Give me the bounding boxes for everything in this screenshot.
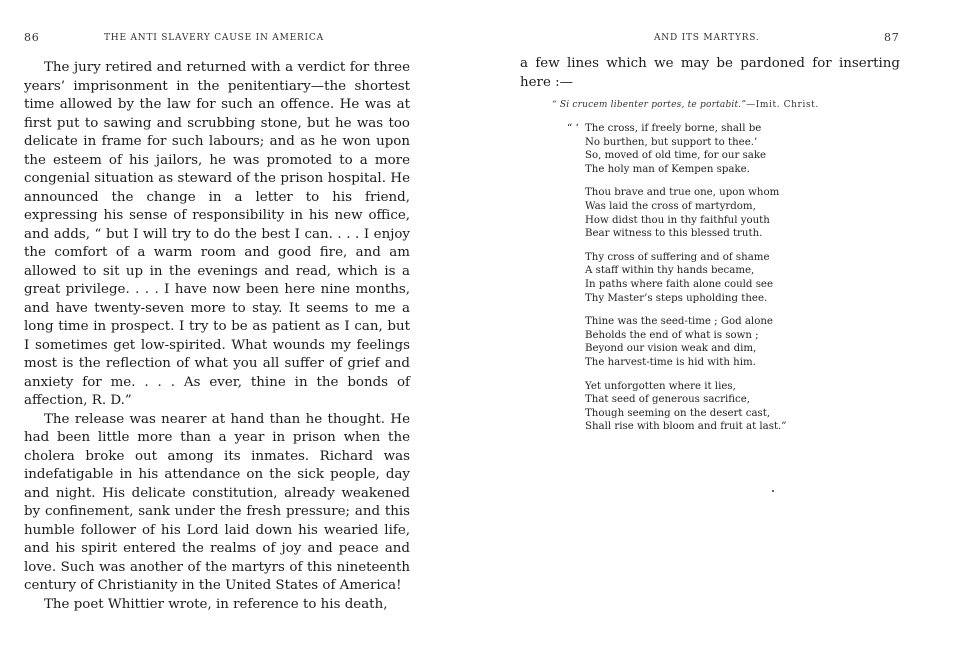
poem-line: No burthen, but support to thee.’ [585, 136, 758, 148]
poem-line: “ ‘ The cross, if freely borne, shall be [567, 123, 762, 134]
poem-line: Bear witness to this blessed truth. [585, 228, 763, 240]
poem-stanza-5 [585, 380, 900, 434]
poem-line: Yet unforgotten where it lies, [585, 380, 736, 392]
running-head-left: THE ANTI SLAVERY CAUSE IN AMERICA [104, 33, 324, 43]
poem-line: Beyond our vision weak and dim, [585, 343, 757, 355]
poem-line: Thy Master’s steps upholding thee. [585, 292, 768, 304]
poem-line: Though seeming on the desert cast, [585, 407, 771, 419]
poem-line: Was laid the cross of martyrdom, [585, 200, 756, 212]
poem-line: The harvest-time is hid with him. [585, 356, 756, 368]
epigraph-attribution: —Imit. Christ. [746, 100, 819, 110]
poem-line: Thine was the seed-time ; God alone [585, 316, 773, 328]
poem-stanza-2 [585, 186, 900, 240]
poem-line: Beholds the end of what is sown ; [585, 329, 759, 341]
print-speck [772, 490, 774, 492]
left-page-body [24, 59, 410, 614]
poem [567, 122, 900, 434]
page-number-right: 87 [884, 31, 900, 44]
poem-line: That seed of generous sacrifice, [585, 394, 751, 406]
paragraph-3: The poet Whittier wrote, in reference to his death, [44, 596, 388, 612]
paragraph-1: The jury retired and returned with a verdict for three years’ imprisonment in the penitentiary—the shortest time allowed by the law for such an offence. He was at first put to sawing and scrubbing stone, but he was too delicate in frame for such labours; and as he won upon the esteem of his jailors, he was promoted to a more congenial situation as steward of the prison hospital. He announced the change in a letter to his friend, expressing his sense of responsibility in his new office, and adds, “ but I will try to do the best I can. . . . I enjoy the comfort of a warm room and good fire, and am allowed to sit up in the evenings and read, which is a great privilege. . . . I have now been here nine months, and have twenty-seven more to stay. It seems to me a long time in prospect. I try to be as patient as I can, but I sometimes get low-spirited. What wounds my feelings most is the reflection of what you all suffer of grief and anxiety for me. . . . As ever, thine in the bonds of affection, R. D.” [24, 60, 410, 408]
opening-quote-mark: “ ‘ [567, 123, 579, 134]
poem-line: Thy cross of suffering and of shame [585, 251, 770, 263]
poem-stanza-3 [585, 251, 900, 305]
poem-line: So, moved of old time, for our sake [585, 150, 767, 162]
right-page-body [520, 55, 900, 444]
poem-line: How didst thou in thy faithful youth [585, 214, 770, 226]
poem-line: The holy man of Kempen spake. [585, 163, 750, 175]
poem-line: Thou brave and true one, upon whom [585, 187, 780, 199]
running-head-right: AND ITS MARTYRS. [654, 33, 760, 43]
poem-stanza-1 [567, 122, 900, 176]
epigraph-quote: “ Si crucem libenter portes, te portabit.” [552, 100, 747, 110]
poem-stanza-4 [585, 315, 900, 369]
poem-line: A staff within thy hands became, [585, 265, 755, 277]
continuation-text: a few lines which we may be pardoned for inserting here :— [520, 56, 900, 90]
right-page [490, 0, 980, 668]
page-number-left: 86 [24, 31, 40, 44]
poem-line: Shall rise with bloom and fruit at last.” [585, 421, 787, 433]
poem-line: In paths where faith alone could see [585, 278, 773, 290]
epigraph [520, 100, 900, 110]
paragraph-2: The release was nearer at hand than he thought. He had been little more than a year in prison when the cholera broke out among its inmates. Richard was indefatigable in his attendance on the sick people, day and night. His delicate constitution, already weakened by confinement, sank under the fresh pressure; and this humble follower of his Lord laid down his wearied life, and his spirit entered the realms of joy and peace and love. Such was another of the martyrs of this nineteenth century of Christianity in the United States of America! [24, 411, 410, 593]
